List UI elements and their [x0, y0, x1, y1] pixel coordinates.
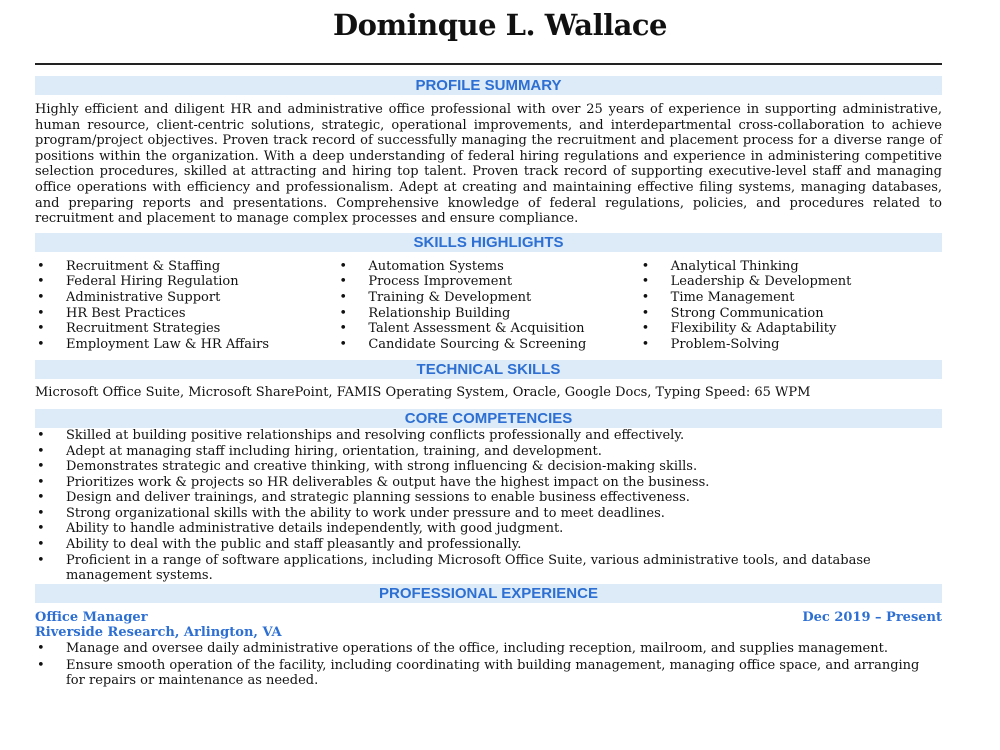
skill-item: • Process Improvement — [337, 274, 639, 290]
skill-item: • Automation Systems — [337, 259, 639, 275]
competency-item: • Adept at managing staff including hiring, orientation, training, and development. — [35, 444, 942, 460]
competency-item: • Proficient in a range of software applications, including Microsoft Office Suite, various administrative tools, and database management systems. — [35, 553, 942, 584]
header-divider — [35, 63, 942, 65]
skill-item: • Talent Assessment & Acquisition — [337, 321, 639, 337]
job-bullets — [35, 641, 942, 689]
section-heading-core: CORE COMPETENCIES — [35, 409, 942, 428]
skills-column — [640, 259, 942, 353]
job-bullet: • Manage and oversee daily administrative operations of the office, including reception, mailroom, and supplies management. — [35, 641, 942, 657]
skill-item: • Recruitment Strategies — [35, 321, 337, 337]
competency-item: • Design and deliver trainings, and strategic planning sessions to enable business effectiveness. — [35, 490, 942, 506]
skill-item: • Analytical Thinking — [640, 259, 942, 275]
profile-summary-text: Highly efficient and diligent HR and administrative office professional with over 25 years of experience in supporting administrative, human resource, client-centric solutions, strategic, operational improvements, and interdepartmental cross-collaboration to achieve program/project objectives. Proven track record of successfully managing the recruitment and placement process for a diverse range of positions within the organization. With a deep understanding of federal hiring regulations and experience in administering competitive selection procedures, skilled at attracting and hiring top talent. Proven track record of supporting executive-level staff and managing office operations with efficiency and professionalism. Adept at creating and maintaining effective filing systems, managing databases, and preparing reports and presentations. Comprehensive knowledge of federal regulations, policies, and procedures related to recruitment and placement to manage complex processes and ensure compliance. — [35, 102, 942, 227]
skill-item: • Strong Communication — [640, 306, 942, 322]
job-company: Riverside Research, Arlington, VA — [35, 625, 282, 641]
job-bullet: • Ensure smooth operation of the facility, including coordinating with building management, managing office space, and arranging for repairs or maintenance as needed. — [35, 658, 942, 689]
skill-item: • Administrative Support — [35, 290, 337, 306]
skill-item: • Relationship Building — [337, 306, 639, 322]
skill-item: • Flexibility & Adaptability — [640, 321, 942, 337]
job-header — [35, 610, 942, 626]
job-title: Office Manager — [35, 609, 148, 625]
technical-skills-text: Microsoft Office Suite, Microsoft SharePoint, FAMIS Operating System, Oracle, Google Docs, Typing Speed: 65 WPM — [35, 385, 811, 401]
skill-item: • Problem-Solving — [640, 337, 942, 353]
section-heading-skills: SKILLS HIGHLIGHTS — [35, 233, 942, 252]
skill-item: • Employment Law & HR Affairs — [35, 337, 337, 353]
competency-item: • Skilled at building positive relationships and resolving conflicts professionally and effectively. — [35, 428, 942, 444]
skill-item: • Candidate Sourcing & Screening — [337, 337, 639, 353]
skills-list — [35, 259, 942, 353]
competency-item: • Strong organizational skills with the ability to work under pressure and to meet deadlines. — [35, 506, 942, 522]
skill-item: • Leadership & Development — [640, 274, 942, 290]
skills-column — [337, 259, 639, 353]
resume-body — [35, 76, 942, 690]
skill-item: • Time Management — [640, 290, 942, 306]
skill-item: • HR Best Practices — [35, 306, 337, 322]
skill-item: • Recruitment & Staffing — [35, 259, 337, 275]
section-heading-profile: PROFILE SUMMARY — [35, 76, 942, 95]
competency-item: • Ability to deal with the public and staff pleasantly and professionally. — [35, 537, 942, 553]
section-heading-experience: PROFESSIONAL EXPERIENCE — [35, 584, 942, 603]
skills-column — [35, 259, 337, 353]
skill-item: • Training & Development — [337, 290, 639, 306]
core-competencies-list — [35, 428, 942, 584]
section-heading-technical: TECHNICAL SKILLS — [35, 360, 942, 379]
skill-item: • Federal Hiring Regulation — [35, 274, 337, 290]
competency-item: • Prioritizes work & projects so HR deliverables & output have the highest impact on the business. — [35, 475, 942, 491]
candidate-name: Dominque L. Wallace — [332, 8, 668, 42]
job-dates: Dec 2019 – Present — [802, 609, 942, 625]
competency-item: • Ability to handle administrative details independently, with good judgment. — [35, 521, 942, 537]
competency-item: • Demonstrates strategic and creative thinking, with strong influencing & decision-making skills. — [35, 459, 942, 475]
